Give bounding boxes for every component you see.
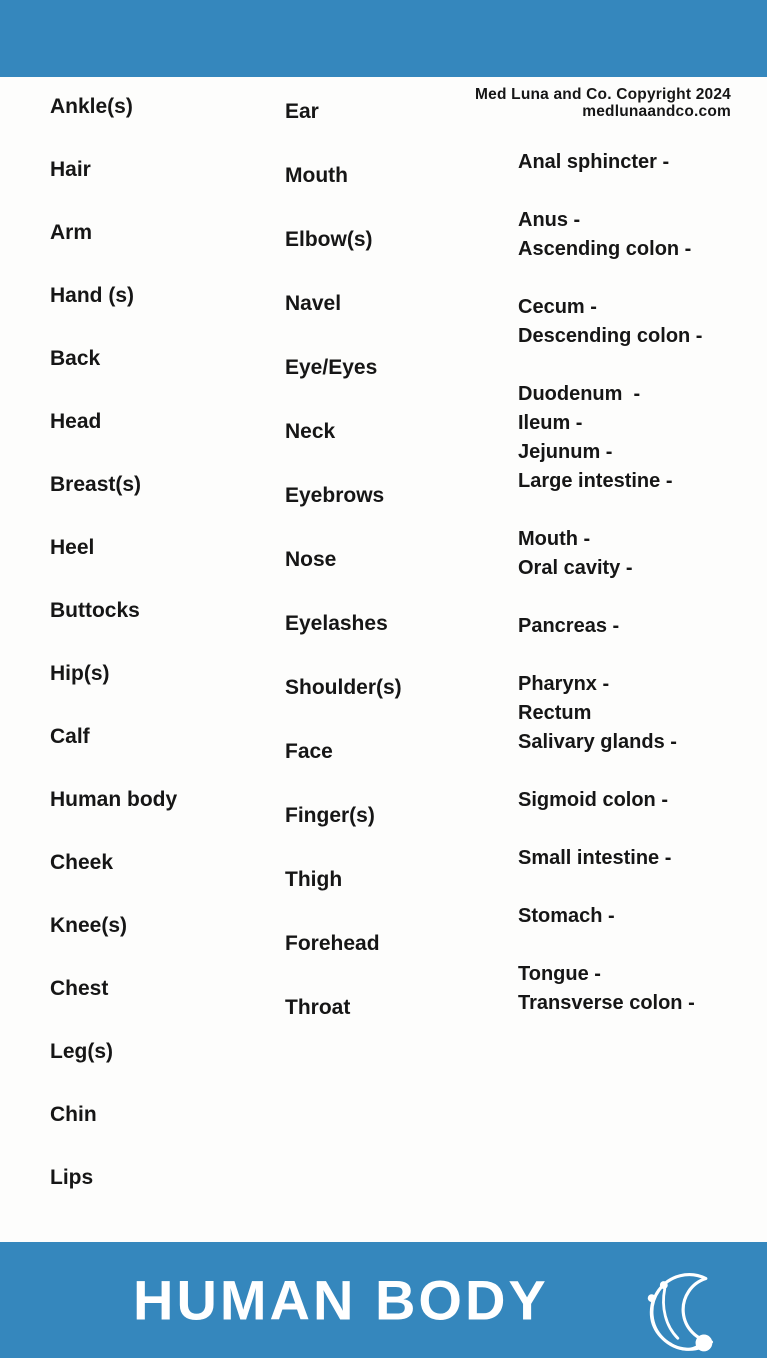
term-item: Thigh xyxy=(285,868,343,891)
term-item: Chest xyxy=(50,977,109,1000)
term-item: Mouth xyxy=(285,164,348,187)
column-internal-organs xyxy=(518,148,702,1047)
term-item: Lips xyxy=(50,1166,94,1189)
term-item: Elbow(s) xyxy=(285,228,373,251)
term-item: Hair xyxy=(50,158,91,181)
term-item: Face xyxy=(285,740,333,763)
term-item: Sigmoid colon - xyxy=(518,789,668,811)
term-item: Head xyxy=(50,410,102,433)
term-item: Navel xyxy=(285,292,342,315)
term-group xyxy=(518,206,702,264)
term-item: Salivary glands - xyxy=(518,731,677,753)
term-group xyxy=(518,293,702,351)
term-item: Neck xyxy=(285,420,336,443)
term-group xyxy=(518,960,702,1018)
term-item: Breast(s) xyxy=(50,473,142,496)
term-item: Pharynx - xyxy=(518,673,610,695)
term-item: Ear xyxy=(285,100,319,123)
term-item: Buttocks xyxy=(50,599,140,622)
term-group xyxy=(518,612,702,641)
term-item: Human body xyxy=(50,788,178,811)
term-item: Mouth - xyxy=(518,528,591,550)
term-item: Ileum - xyxy=(518,412,583,434)
term-item: Eyebrows xyxy=(285,484,385,507)
column-body-parts-1 xyxy=(50,94,177,1191)
term-item: Transverse colon - xyxy=(518,992,695,1014)
term-item: Rectum xyxy=(518,702,592,724)
term-group xyxy=(518,844,702,873)
term-item: Anal sphincter - xyxy=(518,151,670,173)
term-item: Eye/Eyes xyxy=(285,356,378,379)
term-item: Anus - xyxy=(518,209,581,231)
footer-bar xyxy=(0,1242,767,1358)
term-item: Tongue - xyxy=(518,963,601,985)
term-item: Stomach - xyxy=(518,905,615,927)
crescent-moon-stethoscope-icon xyxy=(641,1272,737,1356)
term-group xyxy=(518,380,702,496)
website-url: medlunaandco.com xyxy=(582,103,731,120)
term-item: Ascending colon - xyxy=(518,238,692,260)
term-item: Arm xyxy=(50,221,93,244)
term-item: Finger(s) xyxy=(285,804,375,827)
term-item: Back xyxy=(50,347,101,370)
term-item: Eyelashes xyxy=(285,612,388,635)
term-group xyxy=(518,525,702,583)
column-body-parts-2 xyxy=(285,99,402,1021)
term-item: Knee(s) xyxy=(50,914,128,937)
term-item: Calf xyxy=(50,725,90,748)
term-item: Hip(s) xyxy=(50,662,110,685)
term-item: Nose xyxy=(285,548,337,571)
term-group xyxy=(518,148,702,177)
term-item: Hand (s) xyxy=(50,284,134,307)
term-item: Ankle(s) xyxy=(50,95,133,118)
copyright-line: Med Luna and Co. Copyright 2024 xyxy=(475,86,731,103)
term-item: Cecum - xyxy=(518,296,597,318)
term-item: Heel xyxy=(50,536,95,559)
term-item: Jejunum - xyxy=(518,441,613,463)
term-item: Duodenum - xyxy=(518,383,641,405)
copyright-block xyxy=(475,86,731,120)
term-item: Cheek xyxy=(50,851,114,874)
term-item: Forehead xyxy=(285,932,380,955)
term-item: Throat xyxy=(285,996,351,1019)
term-item: Small intestine - xyxy=(518,847,672,869)
term-item: Large intestine - xyxy=(518,470,673,492)
term-group xyxy=(518,670,702,757)
term-group xyxy=(518,786,702,815)
footer-title: HUMAN BODY xyxy=(133,1268,549,1332)
term-item: Descending colon - xyxy=(518,325,703,347)
term-item: Shoulder(s) xyxy=(285,676,402,699)
term-item: Leg(s) xyxy=(50,1040,113,1063)
term-group xyxy=(518,902,702,931)
term-item: Pancreas - xyxy=(518,615,620,637)
term-item: Chin xyxy=(50,1103,97,1126)
term-item: Oral cavity - xyxy=(518,557,633,579)
top-header-bar xyxy=(0,0,767,77)
